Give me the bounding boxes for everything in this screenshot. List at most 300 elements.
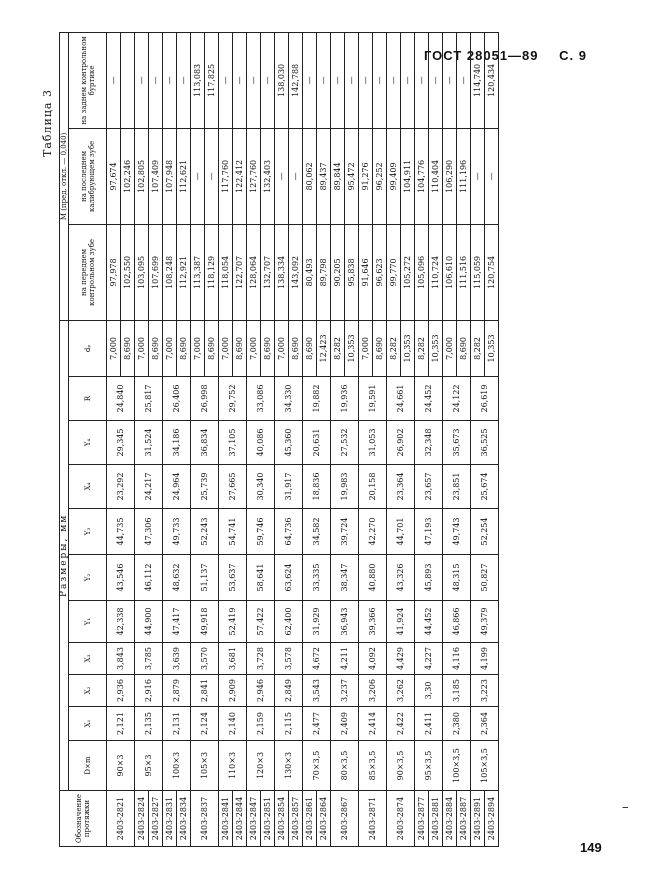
r-cell: 26,406 [163, 377, 191, 421]
m-back-cell-value: — [333, 76, 342, 85]
dp-cell-value: 8,690 [148, 321, 162, 376]
table-row [107, 32, 135, 846]
m-last-cell [247, 128, 275, 224]
dp-cell [387, 320, 415, 376]
y1-cell: 44,452 [415, 601, 443, 643]
m-last-cell-value: 107,948 [165, 159, 174, 193]
group-header-sizes: Размеры, мм [60, 320, 69, 790]
x3-cell: 4,199 [471, 643, 499, 675]
r-cell: 24,661 [387, 377, 415, 421]
m-last-cell [219, 128, 247, 224]
y3-cell: 52,243 [191, 509, 219, 555]
x1-cell: 2,422 [387, 707, 415, 741]
dp-cell-value: 8,690 [305, 337, 314, 360]
y1-cell: 62,400 [275, 601, 303, 643]
dxm-cell: 90×3 [107, 741, 135, 791]
page-label: С. 9 [559, 48, 587, 63]
m-last-cell-value: 111,196 [456, 129, 470, 224]
y1-cell: 57,422 [247, 601, 275, 643]
y3-cell: 44,735 [107, 509, 135, 555]
y4-cell: 31,053 [359, 421, 387, 465]
group-header-m: M (пред. откл. — 0,040) [60, 32, 69, 320]
m-last-cell [163, 128, 191, 224]
x4-cell: 20,158 [359, 465, 387, 509]
x1-cell: 2,380 [443, 707, 471, 741]
designation-cell-value: 2403-2841 [221, 796, 230, 841]
col-m-first: на переднем контрольном зубе [69, 224, 107, 320]
col-y1: Y₁ [69, 601, 107, 643]
table-row [191, 32, 219, 846]
dp-cell-value: 8,690 [456, 321, 470, 376]
y1-cell: 42,338 [107, 601, 135, 643]
m-first-cell-value: 91,646 [361, 258, 370, 287]
m-last-cell [471, 128, 499, 224]
m-first-cell-value: 122,707 [232, 225, 246, 320]
m-back-cell [219, 32, 247, 128]
dp-cell-value: 7,000 [137, 337, 146, 360]
y1-cell: 46,866 [443, 601, 471, 643]
x4-cell: 23,364 [387, 465, 415, 509]
designation-cell-value: 2403-2834 [176, 791, 190, 846]
designation-cell-value: 2403-2891 [473, 796, 482, 841]
m-back-cell [415, 32, 443, 128]
x4-cell: 31,917 [275, 465, 303, 509]
m-first-cell-value: 118,054 [221, 255, 230, 289]
m-first-cell [303, 224, 331, 320]
y4-cell: 36,525 [471, 421, 499, 465]
m-first-cell-value: 80,493 [305, 258, 314, 287]
designation-cell-value: 2403-2844 [232, 791, 246, 846]
m-first-cell [275, 224, 303, 320]
m-first-cell [415, 224, 443, 320]
r-cell: 26,619 [471, 377, 499, 421]
dp-cell-value: 10,353 [484, 321, 498, 376]
dp-cell-value: 7,000 [277, 337, 286, 360]
m-first-cell [219, 224, 247, 320]
dp-cell-value: 8,282 [389, 337, 398, 360]
m-last-cell-value: 104,776 [417, 159, 426, 193]
m-back-cell [135, 32, 163, 128]
dxm-cell: 130×3 [275, 741, 303, 791]
x1-cell: 2,131 [163, 707, 191, 741]
m-first-cell-value: 128,064 [249, 255, 258, 289]
y2-cell: 48,315 [443, 555, 471, 601]
m-last-cell-value: — [193, 172, 202, 181]
col-designation: Обозначение протяжки [60, 791, 107, 847]
table-row [219, 32, 247, 846]
dxm-cell: 100×3,5 [443, 741, 471, 791]
table-row [471, 32, 499, 846]
designation-cell [247, 791, 275, 847]
m-last-cell [107, 128, 135, 224]
dp-cell-value: 7,000 [109, 337, 118, 360]
m-back-cell-value: — [305, 76, 314, 85]
col-r: R [69, 377, 107, 421]
m-back-cell-value: — [445, 76, 454, 85]
m-last-cell-value: 80,062 [305, 162, 314, 191]
y2-cell: 53,637 [219, 555, 247, 601]
dp-cell-value: 7,000 [193, 337, 202, 360]
x3-cell: 4,211 [331, 643, 359, 675]
dp-cell-value: 8,282 [417, 337, 426, 360]
m-back-cell-value: — [389, 76, 398, 85]
dp-cell-value: 12,423 [316, 321, 330, 376]
m-first-cell [163, 224, 191, 320]
m-back-cell-value: — [316, 33, 330, 128]
designation-cell-value: 2403-2847 [249, 796, 258, 841]
m-first-cell-value: 132,707 [260, 225, 274, 320]
m-back-cell [443, 32, 471, 128]
m-back-cell-value: — [148, 33, 162, 128]
dp-cell [359, 320, 387, 376]
designation-cell [275, 791, 303, 847]
m-first-cell-value: 90,205 [333, 258, 342, 287]
x3-cell: 3,578 [275, 643, 303, 675]
x2-cell: 2,841 [191, 675, 219, 707]
y2-cell: 50,827 [471, 555, 499, 601]
m-last-cell-value: 89,844 [333, 162, 342, 191]
m-last-cell [303, 128, 331, 224]
dxm-cell: 80×3,5 [331, 741, 359, 791]
x2-cell: 3,262 [387, 675, 415, 707]
x2-cell: 3,206 [359, 675, 387, 707]
x4-cell: 24,217 [135, 465, 163, 509]
m-last-cell [331, 128, 359, 224]
m-back-cell-value: — [344, 33, 358, 128]
dp-cell-value: 8,690 [288, 321, 302, 376]
m-back-cell [471, 32, 499, 128]
dp-cell-value: 8,690 [204, 321, 218, 376]
x4-cell: 30,340 [247, 465, 275, 509]
y3-cell: 64,736 [275, 509, 303, 555]
m-last-cell-value: — [277, 172, 286, 181]
table-row [415, 32, 443, 846]
designation-cell-value: 2403-2861 [305, 796, 314, 841]
y2-cell: 46,112 [135, 555, 163, 601]
m-last-cell [443, 128, 471, 224]
x4-cell: 25,739 [191, 465, 219, 509]
m-first-cell-value: 105,272 [400, 225, 414, 320]
x3-cell: 3,639 [163, 643, 191, 675]
y3-cell: 47,193 [415, 509, 443, 555]
m-back-cell [387, 32, 415, 128]
dp-cell-value: 8,690 [176, 321, 190, 376]
y4-cell: 36,834 [191, 421, 219, 465]
dp-cell [303, 320, 331, 376]
designation-cell-value: 2403-2851 [260, 791, 274, 846]
dp-cell-value: 8,690 [260, 321, 274, 376]
dp-cell [247, 320, 275, 376]
dp-cell-value: 7,000 [249, 337, 258, 360]
m-last-cell-value: 96,252 [372, 129, 386, 224]
m-last-cell [359, 128, 387, 224]
dp-cell [191, 320, 219, 376]
col-y4: Y₄ [69, 421, 107, 465]
y1-cell: 36,943 [331, 601, 359, 643]
y4-cell: 20,631 [303, 421, 331, 465]
designation-cell-value: 2403-2857 [288, 791, 302, 846]
dxm-cell: 70×3,5 [303, 741, 331, 791]
m-back-cell [359, 32, 387, 128]
designation-cell-value: 2403-2854 [277, 796, 286, 841]
y2-cell: 33,335 [303, 555, 331, 601]
x2-cell: 3,543 [303, 675, 331, 707]
m-back-cell-value: 120,434 [484, 33, 498, 128]
dp-cell-value: 8,282 [473, 337, 482, 360]
y4-cell: 37,105 [219, 421, 247, 465]
m-first-cell-value: 120,754 [484, 225, 498, 320]
x4-cell: 19,983 [331, 465, 359, 509]
r-cell: 24,840 [107, 377, 135, 421]
dp-cell [443, 320, 471, 376]
x3-cell: 4,116 [443, 643, 471, 675]
m-last-cell-value: 127,760 [249, 159, 258, 193]
x1-cell: 2,411 [415, 707, 443, 741]
m-first-cell-value: 97,978 [109, 258, 118, 287]
table-row [247, 32, 275, 846]
m-first-cell [247, 224, 275, 320]
dimensions-table [59, 32, 499, 847]
dxm-cell: 100×3 [163, 741, 191, 791]
dxm-cell: 105×3,5 [471, 741, 499, 791]
m-first-cell-value: 105,096 [417, 255, 426, 289]
designation-cell-value: 2403-2881 [428, 791, 442, 846]
m-back-cell-value: — [417, 76, 426, 85]
table-row [135, 32, 163, 846]
dp-cell-value: 8,690 [120, 321, 134, 376]
designation-cell-value: 2403-2864 [316, 791, 330, 846]
m-back-cell-value: — [221, 76, 230, 85]
x2-cell: 2,936 [107, 675, 135, 707]
designation-cell [443, 791, 471, 847]
table-row [275, 32, 303, 846]
dp-cell [135, 320, 163, 376]
designation-cell [107, 791, 135, 847]
y1-cell: 52,419 [219, 601, 247, 643]
y2-cell: 43,326 [387, 555, 415, 601]
designation-cell-value: 2403-2837 [200, 796, 209, 841]
m-back-cell-value: — [400, 33, 414, 128]
y4-cell: 40,086 [247, 421, 275, 465]
x3-cell: 3,843 [107, 643, 135, 675]
m-last-cell-value: 102,246 [120, 129, 134, 224]
m-back-cell [331, 32, 359, 128]
dxm-cell: 95×3,5 [415, 741, 443, 791]
y1-cell: 41,924 [387, 601, 415, 643]
col-x1: X₁ [69, 707, 107, 741]
x1-cell: 2,140 [219, 707, 247, 741]
table-row [443, 32, 471, 846]
designation-cell [415, 791, 443, 847]
y3-cell: 34,582 [303, 509, 331, 555]
col-y3: Y₃ [69, 509, 107, 555]
y3-cell: 39,724 [331, 509, 359, 555]
y1-cell: 47,417 [163, 601, 191, 643]
m-back-cell-value: — [361, 76, 370, 85]
m-last-cell-value: 132,403 [260, 129, 274, 224]
r-cell: 19,591 [359, 377, 387, 421]
x2-cell: 2,946 [247, 675, 275, 707]
m-back-cell-value: 114,740 [473, 63, 482, 97]
m-back-cell-value: — [176, 33, 190, 128]
m-back-cell [107, 32, 135, 128]
x4-cell: 23,657 [415, 465, 443, 509]
x4-cell: 25,674 [471, 465, 499, 509]
designation-cell [163, 791, 191, 847]
m-last-cell-value: — [473, 172, 482, 181]
dp-cell [331, 320, 359, 376]
r-cell: 34,330 [275, 377, 303, 421]
m-first-cell-value: 96,623 [372, 225, 386, 320]
y2-cell: 51,137 [191, 555, 219, 601]
designation-cell [303, 791, 331, 847]
x3-cell: 4,429 [387, 643, 415, 675]
x1-cell: 2,414 [359, 707, 387, 741]
col-dp: dₚ [69, 320, 107, 376]
designation-cell-value: 2403-2831 [165, 796, 174, 841]
m-last-cell-value: — [288, 129, 302, 224]
y3-cell: 49,743 [443, 509, 471, 555]
y4-cell: 35,673 [443, 421, 471, 465]
m-first-cell [107, 224, 135, 320]
r-cell: 26,998 [191, 377, 219, 421]
x2-cell: 2,916 [135, 675, 163, 707]
dxm-cell: 95×3 [135, 741, 163, 791]
m-last-cell-value: 122,412 [232, 129, 246, 224]
m-last-cell-value: 104,911 [400, 129, 414, 224]
dp-cell [163, 320, 191, 376]
dxm-cell: 120×3 [247, 741, 275, 791]
dp-cell-value: 10,353 [428, 321, 442, 376]
m-first-cell-value: 102,550 [120, 225, 134, 320]
m-first-cell-value: 143,092 [288, 225, 302, 320]
dp-cell-value: 8,282 [333, 337, 342, 360]
y4-cell: 34,186 [163, 421, 191, 465]
m-first-cell [359, 224, 387, 320]
designation-cell [191, 791, 219, 847]
m-first-cell-value: 103,095 [137, 255, 146, 289]
x2-cell: 2,909 [219, 675, 247, 707]
designation-cell-value: 2403-2824 [137, 796, 146, 841]
m-last-cell-value: 99,409 [389, 162, 398, 191]
m-last-cell-value: — [204, 129, 218, 224]
y4-cell: 32,348 [415, 421, 443, 465]
m-first-cell [135, 224, 163, 320]
x4-cell: 27,665 [219, 465, 247, 509]
y3-cell: 42,270 [359, 509, 387, 555]
x4-cell: 24,964 [163, 465, 191, 509]
y2-cell: 58,641 [247, 555, 275, 601]
m-back-cell-value: 138,030 [277, 63, 286, 97]
r-cell: 24,452 [415, 377, 443, 421]
x2-cell: 3,237 [331, 675, 359, 707]
m-first-cell-value: 118,129 [204, 225, 218, 320]
m-last-cell-value: 89,437 [316, 129, 330, 224]
dp-cell-value: 8,690 [372, 321, 386, 376]
col-y2: Y₂ [69, 555, 107, 601]
dp-cell-value: 7,000 [165, 337, 174, 360]
table-row [387, 32, 415, 846]
y4-cell: 45,360 [275, 421, 303, 465]
x1-cell: 2,159 [247, 707, 275, 741]
m-first-cell-value: 110,724 [428, 225, 442, 320]
r-cell: 25,817 [135, 377, 163, 421]
m-last-cell-value: 91,276 [361, 162, 370, 191]
designation-cell [359, 791, 387, 847]
y4-cell: 26,902 [387, 421, 415, 465]
x1-cell: 2,364 [471, 707, 499, 741]
col-m-last: на последнем калибрующем зубе [69, 128, 107, 224]
m-back-cell-value: — [137, 76, 146, 85]
m-back-cell-value: — [428, 33, 442, 128]
m-last-cell [135, 128, 163, 224]
m-last-cell-value: 112,621 [176, 129, 190, 224]
page-number: 149 [580, 840, 602, 855]
x4-cell: 23,851 [443, 465, 471, 509]
m-back-cell-value: — [249, 76, 258, 85]
designation-cell-value: 2403-2874 [396, 796, 405, 841]
m-first-cell-value: 111,516 [456, 225, 470, 320]
dp-cell [275, 320, 303, 376]
y1-cell: 31,929 [303, 601, 331, 643]
x4-cell: 18,836 [303, 465, 331, 509]
m-first-cell [443, 224, 471, 320]
m-back-cell-value: 113,083 [193, 63, 202, 97]
standard-code: ГОСТ 28051—89 [423, 48, 539, 63]
designation-cell-value: 2403-2867 [340, 796, 349, 841]
y1-cell: 39,366 [359, 601, 387, 643]
m-first-cell-value: 112,921 [176, 225, 190, 320]
dxm-cell: 105×3 [191, 741, 219, 791]
r-cell: 19,936 [331, 377, 359, 421]
dxm-cell: 110×3 [219, 741, 247, 791]
dxm-cell: 85×3,5 [359, 741, 387, 791]
m-first-cell [471, 224, 499, 320]
designation-cell-value: 2403-2887 [456, 791, 470, 846]
m-first-cell-value: 107,699 [148, 225, 162, 320]
m-last-cell-value: 110,404 [428, 129, 442, 224]
m-last-cell-value: — [484, 129, 498, 224]
x2-cell: 2,849 [275, 675, 303, 707]
y4-cell: 27,532 [331, 421, 359, 465]
r-cell: 24,122 [443, 377, 471, 421]
dp-cell [219, 320, 247, 376]
y1-cell: 49,379 [471, 601, 499, 643]
m-last-cell [191, 128, 219, 224]
designation-cell [135, 791, 163, 847]
m-first-cell-value: 89,798 [316, 225, 330, 320]
y4-cell: 31,524 [135, 421, 163, 465]
m-first-cell-value: 95,838 [344, 225, 358, 320]
m-first-cell [387, 224, 415, 320]
m-back-cell-value: — [456, 33, 470, 128]
dp-cell-value: 7,000 [445, 337, 454, 360]
m-back-cell [163, 32, 191, 128]
m-last-cell-value: 95,472 [344, 129, 358, 224]
y3-cell: 52,254 [471, 509, 499, 555]
m-first-cell-value: 113,387 [193, 255, 202, 289]
col-dxm: D×m [69, 741, 107, 791]
m-back-cell [247, 32, 275, 128]
m-first-cell-value: 99,770 [389, 258, 398, 287]
m-back-cell-value: — [232, 33, 246, 128]
col-x2: X₂ [69, 675, 107, 707]
table-caption: Таблица 3 [41, 89, 54, 157]
x1-cell: 2,115 [275, 707, 303, 741]
x1-cell: 2,409 [331, 707, 359, 741]
m-last-cell-value: 117,760 [221, 159, 230, 193]
dp-cell [107, 320, 135, 376]
